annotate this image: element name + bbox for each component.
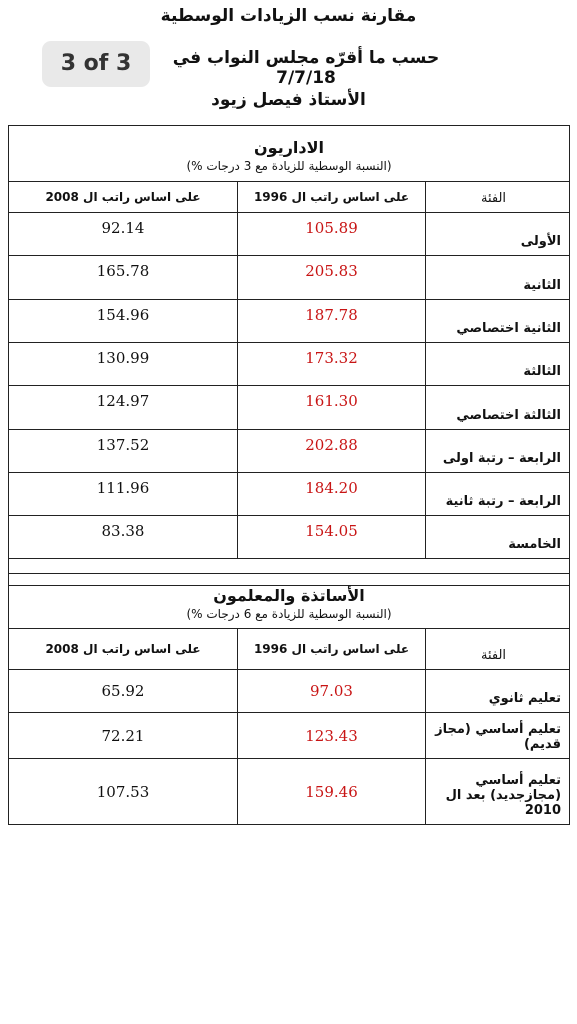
column-header-1996: على اساس راتب ال 1996 (238, 182, 426, 213)
section-title: الاداريون (254, 138, 324, 157)
table-row (9, 759, 570, 825)
category-label: الثالثة اختصاصي (426, 386, 570, 430)
category-label: تعليم ثانوي (426, 670, 570, 713)
value-1996: 173.32 (238, 343, 426, 386)
table-row (9, 430, 570, 473)
value-2008: 137.52 (9, 430, 238, 473)
column-header-1996: على اساس راتب ال 1996 (238, 629, 426, 670)
value-1996: 202.88 (238, 430, 426, 473)
document-title: مقارنة نسب الزيادات الوسطية (160, 6, 417, 26)
table-row (9, 516, 570, 559)
category-label: الرابعة – رتبة اولى (426, 430, 570, 473)
category-label: تعليم أساسي (مجازجديد) بعد ال 2010 (426, 759, 570, 825)
value-2008: 111.96 (9, 473, 238, 516)
category-label: الخامسة (426, 516, 570, 559)
table-row (9, 256, 570, 300)
value-2008: 65.92 (9, 670, 238, 713)
table-row (9, 386, 570, 430)
section-header-teachers (9, 574, 570, 629)
category-label: تعليم أساسي (مجاز قديم) (426, 713, 570, 759)
category-label: الثانية اختصاصي (426, 300, 570, 343)
table-row (9, 670, 570, 713)
column-header-2008: على اساس راتب ال 2008 (9, 629, 238, 670)
category-label: الرابعة – رتبة ثانية (426, 473, 570, 516)
column-header-category: الفئة (426, 182, 570, 213)
table-administrators (8, 125, 570, 586)
value-2008: 83.38 (9, 516, 238, 559)
value-1996: 161.30 (238, 386, 426, 430)
value-1996: 123.43 (238, 713, 426, 759)
section-subtitle: (النسبة الوسطية للزيادة مع 6 درجات %) (186, 606, 392, 621)
value-2008: 92.14 (9, 213, 238, 256)
column-header-category: الفئة (426, 629, 570, 670)
section-header-administrators (9, 126, 570, 182)
table-row (9, 300, 570, 343)
table-row (9, 713, 570, 759)
table-teachers (8, 573, 570, 825)
value-1996: 105.89 (238, 213, 426, 256)
value-1996: 154.05 (238, 516, 426, 559)
document-subtitle: حسب ما أقرّه مجلس النواب في 7/7/18 (172, 48, 440, 88)
table-row (9, 473, 570, 516)
value-2008: 154.96 (9, 300, 238, 343)
value-1996: 159.46 (238, 759, 426, 825)
value-1996: 184.20 (238, 473, 426, 516)
category-label: الثالثة (426, 343, 570, 386)
value-2008: 130.99 (9, 343, 238, 386)
value-1996: 205.83 (238, 256, 426, 300)
category-label: الأولى (426, 213, 570, 256)
column-header-2008: على اساس راتب ال 2008 (9, 182, 238, 213)
value-1996: 187.78 (238, 300, 426, 343)
category-label: الثانية (426, 256, 570, 300)
value-2008: 107.53 (9, 759, 238, 825)
table-row (9, 343, 570, 386)
section-title: الأساتذة والمعلمون (213, 585, 365, 605)
section-subtitle: (النسبة الوسطية للزيادة مع 3 درجات %) (186, 159, 392, 173)
value-2008: 165.78 (9, 256, 238, 300)
value-2008: 124.97 (9, 386, 238, 430)
value-1996: 97.03 (238, 670, 426, 713)
table-row (9, 213, 570, 256)
page-indicator-badge: 3 of 3 (42, 41, 150, 87)
document-author: الأستاذ فيصل زيود (211, 90, 366, 110)
value-2008: 72.21 (9, 713, 238, 759)
